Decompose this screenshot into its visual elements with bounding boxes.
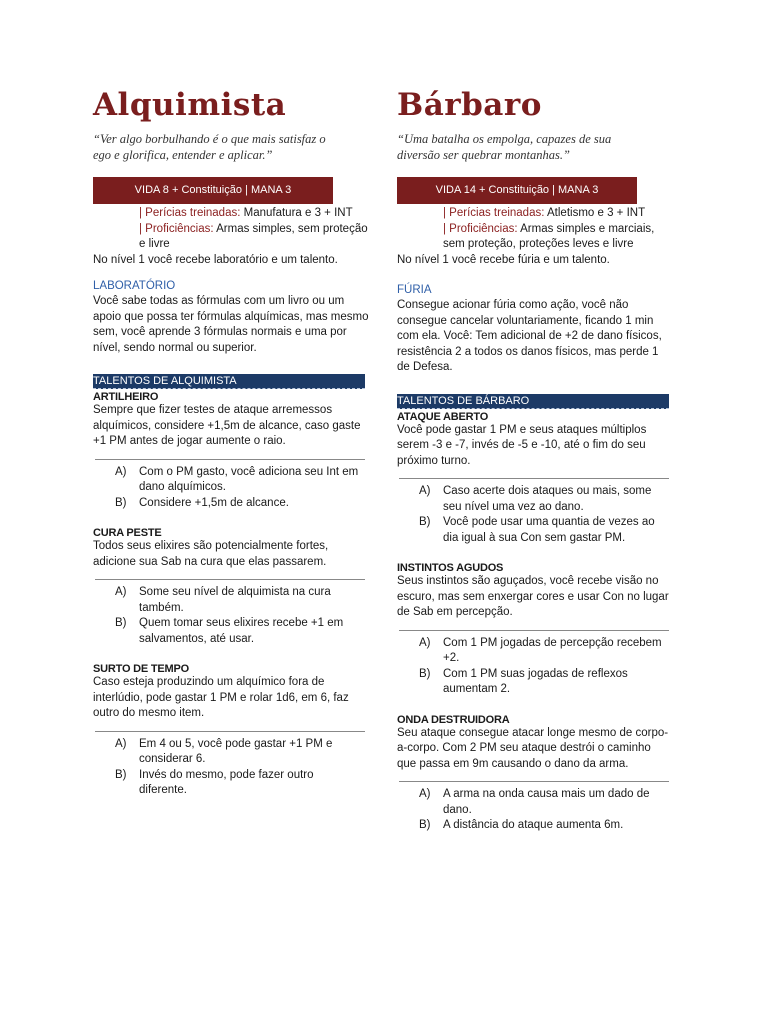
talent-name: ARTILHEIRO	[93, 391, 159, 403]
option-text: Caso acerte dois ataques ou mais, some seu nível uma vez ao dano.	[443, 485, 652, 513]
option-text: Em 4 ou 5, você pode gastar +1 PM e considerar 6.	[139, 737, 333, 765]
barbaro-column	[397, 80, 673, 834]
talent-option	[397, 515, 673, 546]
feature-name: LABORATÓRIO	[93, 280, 176, 292]
talent-text: Sempre que fizer testes de ataque arremessos alquímicos, considere +1,5m de alcance, caso gaste +1 PM antes de jogar aumente o raio.	[93, 404, 361, 447]
stat-bar: VIDA 8 + Constituição | MANA 3	[93, 177, 333, 204]
talent-option	[397, 484, 673, 515]
option-letter: B)	[115, 768, 127, 781]
talent-text: Você pode gastar 1 PM e seus ataques múltiplos serem -3 e -7, invés de -5 e -10, até o fim do seu próximo turno.	[397, 423, 647, 467]
option-letter: B)	[419, 667, 431, 680]
option-letter: B)	[419, 819, 431, 831]
talent-text: Seu ataque consegue atacar longe mesmo de corpo-a-corpo. Com 2 PM seu ataque destrói o caminho que passa em 9m causando o dano da arma.	[397, 726, 669, 770]
option-letter: B)	[115, 617, 127, 629]
option-letter: A)	[419, 636, 431, 649]
option-text: Invés do mesmo, pode fazer outro diferente.	[139, 768, 314, 796]
level-note: No nível 1 você recebe fúria e um talento.	[397, 253, 610, 266]
talent-option	[93, 585, 369, 616]
skills-line	[397, 206, 673, 222]
skills-value: Manufatura e 3 + INT	[240, 207, 353, 219]
option-text: Quem tomar seus elixires recebe +1 em salvamentos, até usar.	[139, 617, 344, 645]
option-letter: B)	[419, 516, 431, 528]
talents-header: TALENTOS DE ALQUIMISTA	[93, 374, 365, 389]
class-quote: “Uma batalha os empolga, capazes de sua diversão ser quebrar montanhas.”	[397, 132, 612, 162]
talent-option	[93, 737, 369, 768]
option-text: Some seu nível de alquimista na cura também.	[139, 586, 331, 614]
option-letter: A)	[115, 586, 127, 598]
talent-option	[93, 465, 369, 496]
skills-value: Atletismo e 3 + INT	[544, 207, 646, 219]
option-letter: A)	[419, 485, 431, 497]
option-text: Considere +1,5m de alcance.	[139, 496, 289, 509]
talent-option	[397, 818, 673, 834]
talent-option	[93, 616, 369, 647]
option-text: Você pode usar uma quantia de vezes ao dia igual à sua Con sem gastar PM.	[443, 516, 655, 544]
talent-text: Caso esteja produzindo um alquímico fora de interlúdio, pode gastar 1 PM e rolar 1d6, em 6, faz outro do mesmo item.	[93, 676, 349, 719]
option-letter: A)	[419, 788, 431, 800]
divider	[399, 478, 669, 479]
proficiencies-value: Armas simples e marciais, sem proteção, proteções leves e livre	[443, 222, 655, 250]
option-text: Com o PM gasto, você adiciona seu Int em dano alquímicos.	[139, 465, 359, 493]
talent-name: ATAQUE ABERTO	[397, 410, 489, 423]
feature-text: Você sabe todas as fórmulas com um livro ou um apoio que possa ter fórmulas alquímicas, mas mesmo sem, você aprende 3 fórmulas normais e uma por nível, sendo normal ou superior.	[93, 295, 369, 354]
divider	[399, 781, 669, 782]
proficiencies-label: | Proficiências:	[443, 222, 518, 235]
class-quote: “Ver algo borbulhando é o que mais satisfaz o ego e glorifica, entender e aplicar.”	[93, 132, 326, 162]
option-text: Com 1 PM suas jogadas de reflexos aumentam 2.	[443, 667, 628, 695]
option-letter: A)	[115, 465, 127, 478]
divider	[95, 459, 365, 460]
talent-text: Todos seus elixires são potencialmente fortes, adicione sua Sab na cura que elas passarem.	[93, 540, 329, 568]
talent-text: Seus instintos são aguçados, você recebe visão no escuro, mas sem enxergar cores e usar Con no lugar de Sab em percepção.	[397, 575, 669, 618]
option-text: Com 1 PM jogadas de percepção recebem +2.	[443, 636, 662, 664]
talent-name: INSTINTOS AGUDOS	[397, 562, 504, 574]
skills-label: | Perícias treinadas:	[443, 207, 545, 219]
divider	[95, 731, 365, 732]
stat-bar: VIDA 14 + Constituição | MANA 3	[397, 177, 637, 204]
talent-name: CURA PESTE	[93, 527, 162, 539]
option-letter: A)	[115, 737, 127, 750]
talent-option	[93, 496, 369, 512]
talent-option	[397, 636, 673, 667]
feature-name: FÚRIA	[397, 284, 432, 296]
option-text: A arma na onda causa mais um dado de dano.	[443, 788, 650, 816]
divider	[95, 579, 365, 580]
level-note: No nível 1 você recebe laboratório e um talento.	[93, 253, 338, 266]
divider	[399, 630, 669, 631]
talents-header: TALENTOS DE BÁRBARO	[397, 394, 669, 409]
talent-option	[93, 768, 369, 799]
talent-name: SURTO DE TEMPO	[93, 663, 190, 675]
proficiencies-label: | Proficiências:	[139, 222, 214, 235]
proficiencies-value: Armas simples, sem proteção e livre	[139, 222, 368, 250]
talent-option	[397, 667, 673, 698]
talent-name: ONDA DESTRUIDORA	[397, 713, 510, 726]
proficiencies-line	[397, 222, 673, 253]
feature-text: Consegue acionar fúria como ação, você não consegue cancelar voluntariamente, ficando 1 min com ela. Você: Tem adicional de +2 de dano físicos, resistência 2 a todos os danos físicos, mas perde 1 de Defesa.	[397, 299, 662, 373]
class-title: Alquimista	[93, 87, 287, 123]
skills-line	[93, 206, 369, 222]
alquimista-column	[93, 80, 369, 799]
class-title: Bárbaro	[397, 87, 542, 123]
talent-option	[397, 787, 673, 818]
proficiencies-line	[93, 222, 369, 253]
option-text: A distância do ataque aumenta 6m.	[443, 819, 624, 831]
skills-label: | Perícias treinadas:	[139, 207, 241, 219]
option-letter: B)	[115, 496, 127, 509]
